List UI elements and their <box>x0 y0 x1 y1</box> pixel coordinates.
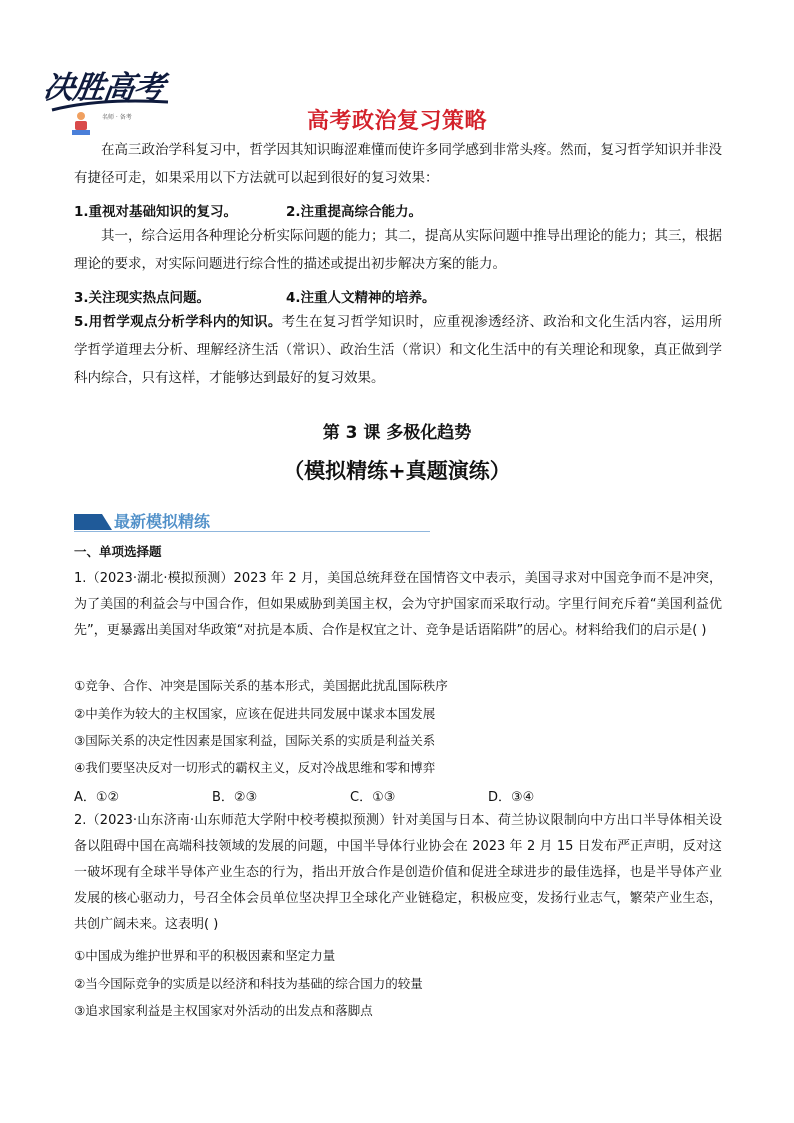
question-2-stem: 2.（2023·山东济南·山东师范大学附中校考模拟预测）针对美国与日本、荷兰协议限制向中方出口半导体相关设备以阻碍中国在高端科技领域的发展的问题，中国半导体行业协会在 2023 年 2 月 15 日发布严正声明，反对这一破坏现有全球半导体产业生态的行为，指出开放合作是创造价值和促进全球进步的最佳选择，也是半导体产业发展的核心驱动力，号召全体会员单位坚决捍卫全球化产业链稳定，积极应变，发扬行业志气，繁荣产业生态，共创广阔未来。这表明( ) <box>74 813 722 932</box>
q1-option-3: ③国际关系的决定性因素是国家利益，国际关系的实质是利益关系 <box>74 733 436 748</box>
q1-option-4: ④我们要坚决反对一切形式的霸权主义，反对冷战思维和零和博弈 <box>74 760 436 775</box>
q1-choice-b[interactable]: B．②③ <box>212 790 258 805</box>
tip-3: 3.关注现实热点问题。 <box>74 290 211 306</box>
tip-2-detail: 其一，综合运用各种理论分析实际问题的能力；其二，提高从实际问题中推导出理论的能力；其三，根据理论的要求，对实际问题进行综合性的描述或提出初步解决方案的能力。 <box>74 228 722 272</box>
section-header <box>74 507 430 533</box>
tip-5-heading: 5.用哲学观点分析学科内的知识。 <box>74 314 282 330</box>
q1-choice-a[interactable]: A．①② <box>74 790 120 805</box>
lesson-subtitle: （模拟精练+真题演练） <box>283 459 511 483</box>
q2-option-1: ①中国成为维护世界和平的积极因素和坚定力量 <box>74 948 336 963</box>
intro-paragraph: 在高三政治学科复习中，哲学因其知识晦涩难懂而使许多同学感到非常头疼。然而，复习哲学知识并非没有捷径可走，如果采用以下方法就可以起到很好的复习效果： <box>74 142 722 186</box>
tip-2: 2.注重提高综合能力。 <box>286 204 423 220</box>
tips-row-2 <box>74 286 436 306</box>
lesson-title: 第 3 课 多极化趋势 <box>322 423 472 443</box>
q1-option-2: ②中美作为较大的主权国家，应该在促进共同发展中谋求本国发展 <box>74 706 436 721</box>
q2-option-2: ②当今国际竞争的实质是以经济和科技为基础的综合国力的较量 <box>74 976 423 991</box>
q1-choice-c[interactable]: C．①③ <box>350 790 396 805</box>
q1-option-1: ①竞争、合作、冲突是国际关系的基本形式，美国据此扰乱国际秩序 <box>74 678 448 693</box>
tip-5-text: 考生在复习哲学知识时，应重视渗透经济、政治和文化生活内容，运用所学哲学道理去分析、理解经济生活（常识）、政治生活（常识）和文化生活中的有关理论和现象，真正做到学科内综合，只有这样，才能够达到最好的复习效果。 <box>74 314 722 386</box>
tips-row-1 <box>74 200 422 220</box>
section-label: 最新模拟精练 <box>114 512 211 531</box>
logo-text: 决胜高考 <box>40 70 167 106</box>
tip-4: 4.注重人文精神的培养。 <box>286 290 436 306</box>
section-banner-icon <box>74 514 112 530</box>
q1-choice-d[interactable]: D．③④ <box>488 790 535 805</box>
tip-5-paragraph <box>74 308 722 392</box>
tip-1: 1.重视对基础知识的复习。 <box>74 204 238 220</box>
q2-option-3: ③追求国家利益是主权国家对外活动的出发点和落脚点 <box>74 1003 373 1018</box>
section-divider <box>74 531 430 532</box>
logo-subtext: 名师 · 备考 <box>102 114 132 121</box>
page-title: 高考政治复习策略 <box>306 109 487 134</box>
question-1-stem: 1.（2023·湖北·模拟预测）2023 年 2 月，美国总统拜登在国情咨文中表示，美国寻求对中国竞争而不是冲突，为了美国的利益会与中国合作，但如果威胁到美国主权，会为守护国家而采取行动。字里行间充斥着“美国利益优先”，更暴露出美国对华政策“对抗是本质、合作是权宜之计、竞争是话语陷阱”的居心。材料给我们的启示是( ) <box>74 571 722 638</box>
subsection-heading: 一、单项选择题 <box>74 544 162 559</box>
